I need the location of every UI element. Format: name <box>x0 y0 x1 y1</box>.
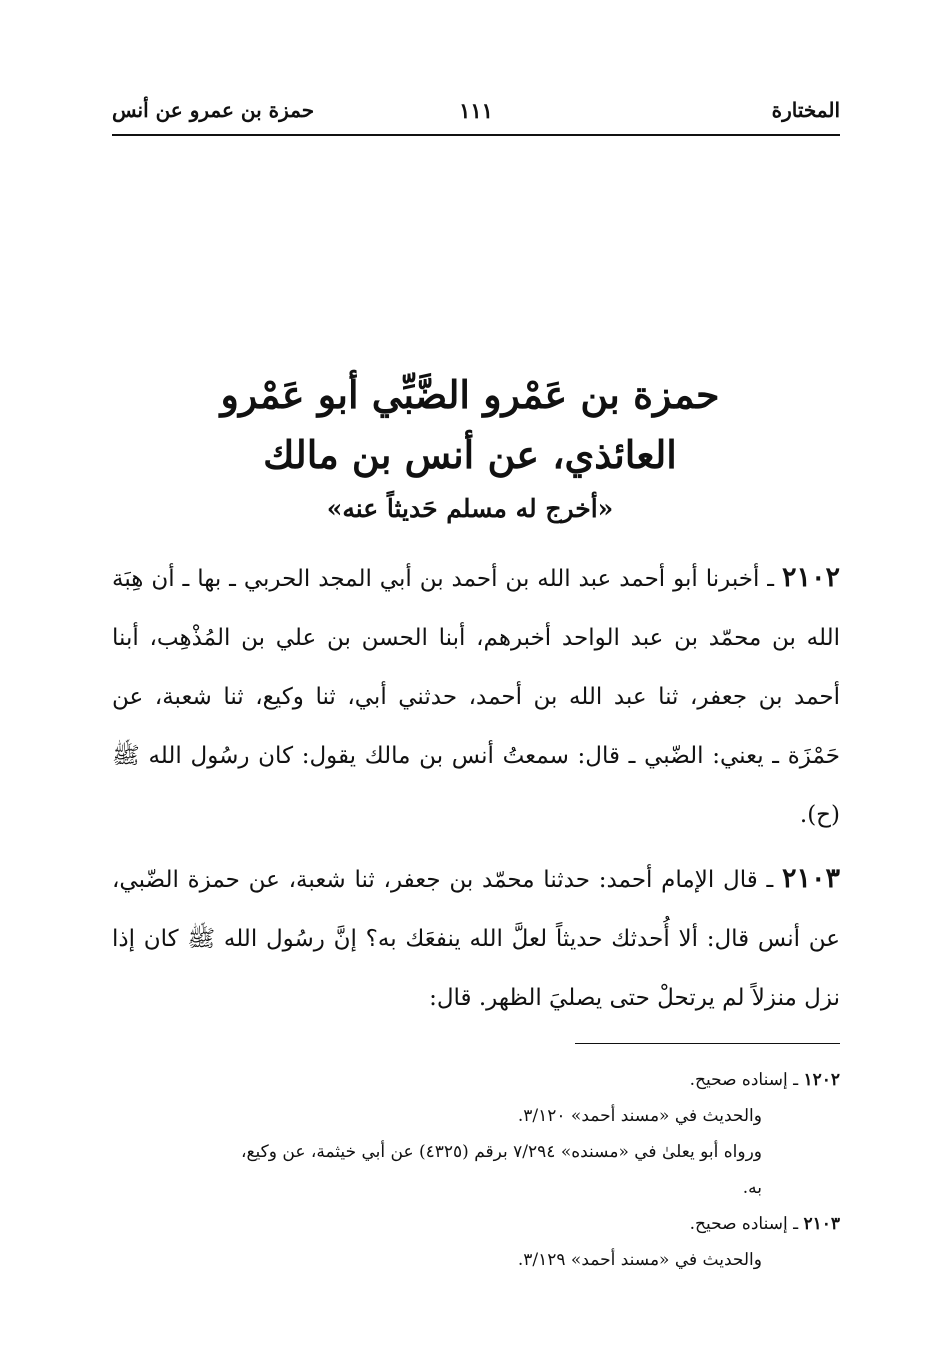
footnote-line <box>112 1062 840 1098</box>
hadith-paragraph <box>112 849 840 1028</box>
running-header <box>112 98 840 136</box>
hadith-text: ـ أخبرنا أبو أحمد عبد الله بن أحمد بن أبي المجد الحربي ـ بها ـ أن هِبَة الله بن محمّد بن عبد الواحد أخبرهم، أبنا الحسن بن علي بن المُذْهِب، أبنا أحمد بن جعفر، ثنا عبد الله بن أحمد، حدثني أبي، ثنا وكيع، ثنا شعبة، عن حَمْزَة ـ يعني: الضّبي ـ قال: سمعتُ أنس بن مالك يقول: كان رسُول الله ﷺ (ح). <box>112 566 840 828</box>
footnote-line: والحديث في «مسند أحمد» ٣/١٢٩. <box>517 1250 762 1270</box>
hadith-number: ٢١٠٢ <box>781 562 840 593</box>
chapter-running-title: حمزة بن عمرو عن أنس <box>112 98 315 122</box>
chapter-subtitle: «أخرج له مسلم حَديثاً عنه» <box>326 494 614 523</box>
footnote-divider <box>575 1043 840 1044</box>
footnote-line <box>112 1206 840 1242</box>
hadith-body <box>112 548 840 1028</box>
footnote-line: والحديث في «مسند أحمد» ٣/١٢٠. <box>517 1106 762 1126</box>
chapter-title-line-1: حمزة بن عَمْرو الضَّبِّي أبو عَمْرو <box>220 372 720 417</box>
footnote-number: ٢١٠٣ <box>803 1214 840 1234</box>
hadith-number: ٢١٠٣ <box>781 863 840 894</box>
hadith-text: ـ قال الإمام أحمد: حدثنا محمّد بن جعفر، ثنا شعبة، عن حمزة الضّبي، عن أنس قال: ألا أُحدثك حديثاً لعلَّ الله ينفعَك به؟ إنَّ رسُول الله ﷺ كان إذا نزل منزلاً لم يرتحلْ حتى يصليَ الظهر. قال: <box>112 867 840 1011</box>
footnote-text: ـ إسناده صحيح. <box>689 1214 799 1234</box>
chapter-title-block <box>100 365 840 529</box>
footnote-text: ـ إسناده صحيح. <box>689 1070 799 1090</box>
page-number: ١١١ <box>459 98 493 123</box>
footnote-line: ورواه أبو يعلىٰ في «مسنده» ٧/٢٩٤ برقم (٤٣٢٥) عن أبي خيثمة، عن وكيع، <box>241 1142 762 1162</box>
book-title: المختارة <box>771 98 840 122</box>
hadith-paragraph <box>112 548 840 845</box>
chapter-title-line-2: العائذي، عن أنس بن مالك <box>263 432 677 477</box>
footnote-line: به. <box>742 1178 762 1198</box>
footnote-number: ١٢٠٢ <box>803 1070 840 1090</box>
footnotes <box>112 1062 840 1278</box>
